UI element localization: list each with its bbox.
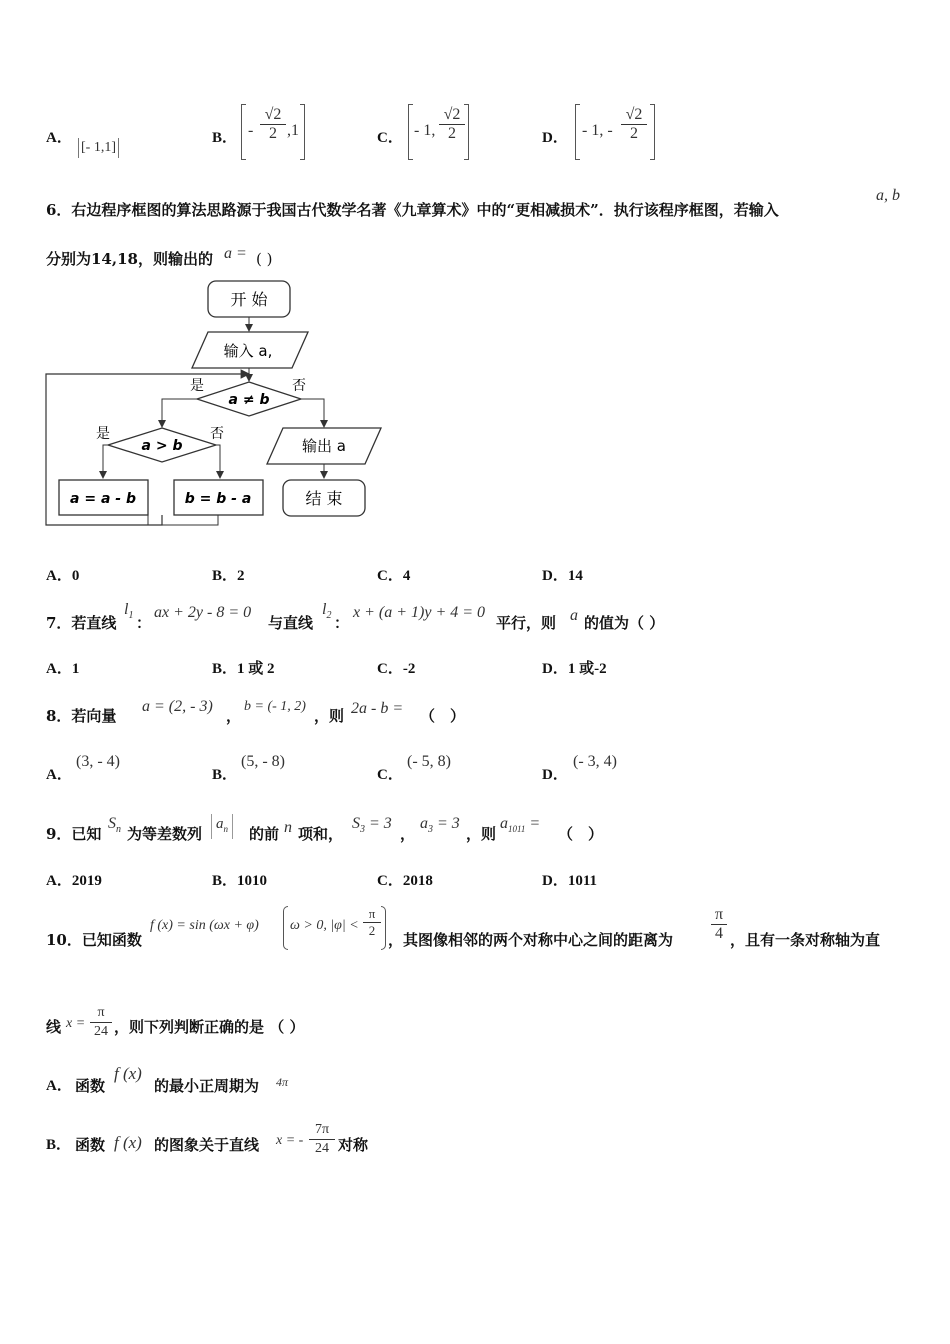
option-a bbox=[46, 871, 102, 891]
subscript: n bbox=[116, 824, 121, 836]
right-bracket bbox=[300, 104, 305, 160]
option-text-2: 的最小正周期为 bbox=[154, 1077, 260, 1095]
option-label: A． bbox=[46, 661, 72, 677]
option-value-d: (- 3, 4) bbox=[573, 753, 617, 770]
q9-comma: ， bbox=[400, 825, 416, 843]
fraction-numerator: √2 bbox=[625, 106, 643, 123]
value: = 3 bbox=[365, 815, 392, 832]
flow-arrow bbox=[103, 445, 108, 478]
fraction-denominator: 2 bbox=[621, 124, 647, 143]
subscript: 3 bbox=[428, 824, 433, 836]
q9-a1011 bbox=[500, 814, 540, 839]
option-value-c: (- 5, 8) bbox=[407, 753, 451, 770]
flow-no2: 否 bbox=[210, 426, 224, 442]
option-value-pre: - 1, bbox=[414, 122, 436, 139]
fraction-denominator: 24 bbox=[90, 1022, 112, 1041]
option-fraction bbox=[439, 106, 465, 143]
symbol: S bbox=[352, 815, 360, 832]
right-bracket bbox=[650, 104, 655, 160]
option-value: 1010 bbox=[237, 873, 268, 889]
flow-no1: 否 bbox=[292, 378, 306, 394]
q6-input-vars: a, b bbox=[876, 187, 900, 204]
flow-cond2-text: a > b bbox=[141, 438, 183, 454]
flow-arrow bbox=[162, 399, 197, 427]
q7-stem-4: 的值为（ ） bbox=[584, 614, 665, 632]
q6-flowchart bbox=[40, 275, 400, 545]
option-d bbox=[542, 566, 583, 586]
q8-stem-1: 8．若向量 bbox=[46, 707, 117, 725]
left-bracket bbox=[241, 104, 246, 160]
option-label: C． bbox=[377, 873, 403, 889]
q10-condition-open bbox=[283, 906, 288, 950]
q9-s3 bbox=[352, 814, 392, 840]
flow-arrow bbox=[216, 445, 220, 478]
option-d bbox=[542, 871, 597, 891]
symbol: S bbox=[108, 815, 116, 832]
q9-stem-2: 为等差数列 bbox=[127, 825, 203, 843]
equals: = bbox=[525, 815, 541, 832]
option-label-c: C． bbox=[377, 767, 403, 783]
q8-stem-2: ，则 bbox=[314, 707, 345, 725]
option-axis-pre: x = - bbox=[276, 1133, 304, 1148]
option-value: 1 bbox=[71, 661, 80, 677]
option-fraction bbox=[309, 1121, 335, 1158]
flow-output-text: 输出 a bbox=[302, 437, 346, 455]
option-value-a: (3, - 4) bbox=[76, 753, 120, 770]
option-value-pre: - 1, - bbox=[582, 122, 613, 139]
option-value: [- 1,1] bbox=[78, 138, 119, 158]
option-fraction bbox=[260, 106, 286, 143]
q7-equation-2: x + (a + 1)y + 4 = 0 bbox=[353, 604, 486, 621]
fraction-numerator: √2 bbox=[443, 106, 461, 123]
symbol: a bbox=[216, 816, 224, 832]
q10-condition: ω > 0, |φ| < bbox=[290, 918, 359, 933]
q7-stem-2: 与直线 bbox=[268, 614, 314, 632]
q8-vector-b: b = (- 1, 2) bbox=[244, 699, 306, 714]
subscript: 1 bbox=[128, 610, 134, 622]
option-value: 4π bbox=[276, 1075, 289, 1089]
option-label-a: A． bbox=[46, 767, 72, 783]
q7-stem-3: 平行，则 bbox=[496, 614, 557, 632]
flow-yes2: 是 bbox=[96, 426, 110, 442]
flow-cond1-text: a ≠ b bbox=[228, 392, 270, 408]
flow-yes1: 是 bbox=[190, 378, 204, 394]
flow-input-text: 输入 a, bbox=[223, 342, 273, 360]
q9-stem-5: ，则 bbox=[466, 825, 497, 843]
symbol: a bbox=[420, 815, 428, 832]
flow-box-left-text: a = a - b bbox=[70, 491, 136, 507]
q10-function: f (x) = sin (ωx + φ) bbox=[150, 918, 259, 933]
q10-condition-close bbox=[381, 906, 386, 950]
fraction-denominator: 24 bbox=[309, 1139, 335, 1158]
q10-condition-fraction bbox=[363, 906, 381, 939]
q7-colon-1: ： bbox=[136, 614, 152, 632]
option-value-pre: - bbox=[248, 122, 254, 139]
q6-paren: ( ) bbox=[256, 250, 273, 268]
q8-vector-a: a = (2, - 3) bbox=[142, 698, 213, 715]
fraction-numerator: π bbox=[714, 906, 724, 923]
subscript: 2 bbox=[326, 610, 332, 622]
option-c bbox=[377, 871, 433, 891]
q9-stem-4: 项和， bbox=[298, 825, 344, 843]
q8-stem-3: （ ） bbox=[420, 707, 466, 725]
option-d bbox=[542, 659, 607, 679]
option-c bbox=[377, 659, 415, 679]
option-value-post: ,1 bbox=[287, 122, 299, 139]
option-label: C． bbox=[377, 661, 403, 677]
option-fraction bbox=[621, 106, 647, 143]
q10-stem-2: ，其图像相邻的两个对称中心之间的距离为 bbox=[388, 931, 674, 949]
fraction-denominator: 2 bbox=[260, 124, 286, 143]
fraction-denominator: 4 bbox=[711, 924, 727, 943]
q6-output-var: a = bbox=[224, 245, 247, 262]
fraction-numerator: π bbox=[97, 1005, 105, 1020]
q7-equation-1: ax + 2y - 8 = 0 bbox=[154, 604, 252, 621]
symbol: a bbox=[500, 815, 508, 832]
q9-n: n bbox=[284, 819, 292, 836]
option-label: B． bbox=[212, 130, 238, 146]
option-value: 14 bbox=[567, 568, 583, 584]
fraction-numerator: π bbox=[368, 906, 376, 921]
fraction-denominator: 2 bbox=[363, 922, 381, 939]
q6-stem-line2: 分别为14,18，则输出的 bbox=[46, 250, 213, 268]
symbol: l bbox=[322, 601, 327, 618]
option-value: 1 或-2 bbox=[567, 661, 607, 677]
subscript: 1011 bbox=[508, 824, 526, 835]
q7-colon-2: ： bbox=[334, 614, 350, 632]
option-label: A． bbox=[46, 130, 72, 146]
option-label: D． bbox=[542, 873, 568, 889]
q10-stem-5: ，则下列判断正确的是 （ ） bbox=[114, 1018, 305, 1036]
left-bracket bbox=[575, 104, 580, 160]
option-label-b: B． bbox=[212, 767, 238, 783]
option-label: A． bbox=[46, 1078, 72, 1094]
q7-stem-1: 7．若直线 bbox=[46, 614, 117, 632]
option-b bbox=[212, 659, 275, 679]
option-function: f (x) bbox=[114, 1133, 142, 1152]
option-text-1: 函数 bbox=[75, 1077, 106, 1095]
q8-comma: ， bbox=[226, 707, 242, 725]
option-b bbox=[212, 566, 245, 586]
option-label: C． bbox=[377, 130, 403, 146]
option-a bbox=[46, 566, 79, 586]
subscript: n bbox=[223, 824, 228, 834]
left-bracket bbox=[408, 104, 413, 160]
option-label: C． bbox=[377, 568, 403, 584]
option-label: B． bbox=[212, 873, 238, 889]
q7-l2 bbox=[322, 600, 331, 626]
q10-distance-fraction bbox=[711, 906, 727, 943]
fraction-denominator: 2 bbox=[439, 124, 465, 143]
q9-an bbox=[211, 814, 233, 839]
flow-arrow bbox=[301, 399, 324, 427]
flow-box-right-text: b = b - a bbox=[184, 491, 252, 507]
q6-stem-line1: 6．右边程序框图的算法思路源于我国古代数学名著《九章算术》中的“更相减损术”．执行该程序框图，若输入 bbox=[46, 201, 779, 219]
option-value: 2 bbox=[237, 568, 245, 584]
flow-end-text: 结 束 bbox=[305, 489, 343, 508]
option-label: A． bbox=[46, 568, 72, 584]
option-value: 1 或 2 bbox=[237, 661, 275, 677]
option-text-1: 函数 bbox=[75, 1136, 106, 1154]
option-value: 2019 bbox=[71, 873, 102, 889]
q9-stem-1: 9．已知 bbox=[46, 825, 102, 843]
option-text-2: 的图象关于直线 bbox=[154, 1136, 260, 1154]
option-value: 0 bbox=[71, 568, 80, 584]
option-label: D． bbox=[542, 661, 568, 677]
q7-l1 bbox=[124, 600, 133, 626]
q7-var: a bbox=[570, 607, 578, 624]
option-value: 4 bbox=[402, 568, 411, 584]
option-c bbox=[377, 566, 410, 586]
flow-line bbox=[162, 515, 218, 525]
q10-stem-3: ，且有一条对称轴为直 bbox=[730, 931, 881, 949]
flow-start-text: 开 始 bbox=[230, 290, 268, 309]
fraction-numerator: 7π bbox=[314, 1122, 330, 1137]
option-label: A． bbox=[46, 873, 72, 889]
option-text-3: 对称 bbox=[338, 1136, 369, 1154]
option-a bbox=[46, 659, 79, 679]
q10-stem-1: 10．已知函数 bbox=[46, 931, 142, 949]
option-label: D． bbox=[542, 568, 568, 584]
option-value: -2 bbox=[402, 661, 416, 677]
fraction-numerator: √2 bbox=[264, 106, 282, 123]
option-function: f (x) bbox=[114, 1064, 142, 1083]
q10-stem-4: 线 bbox=[46, 1018, 62, 1036]
q8-expression: 2a - b = bbox=[351, 700, 404, 717]
option-label: B． bbox=[212, 661, 238, 677]
q9-sn bbox=[108, 814, 121, 840]
option-value: 2018 bbox=[402, 873, 433, 889]
option-value-b: (5, - 8) bbox=[241, 753, 285, 770]
value: = 3 bbox=[433, 815, 460, 832]
subscript: 3 bbox=[360, 824, 365, 836]
option-label: B． bbox=[46, 1137, 72, 1153]
q10-axis-fraction bbox=[90, 1004, 112, 1041]
option-label: B． bbox=[212, 568, 238, 584]
symbol: l bbox=[124, 601, 129, 618]
q10-axis-pre: x = bbox=[66, 1016, 86, 1031]
q9-stem-6: （ ） bbox=[558, 825, 604, 843]
option-value: 1011 bbox=[567, 873, 598, 889]
q9-stem-3: 的前 bbox=[249, 825, 280, 843]
q9-a3 bbox=[420, 814, 460, 840]
right-bracket bbox=[464, 104, 469, 160]
option-label: D． bbox=[542, 130, 568, 146]
option-b bbox=[212, 871, 267, 891]
option-label-d: D． bbox=[542, 767, 568, 783]
